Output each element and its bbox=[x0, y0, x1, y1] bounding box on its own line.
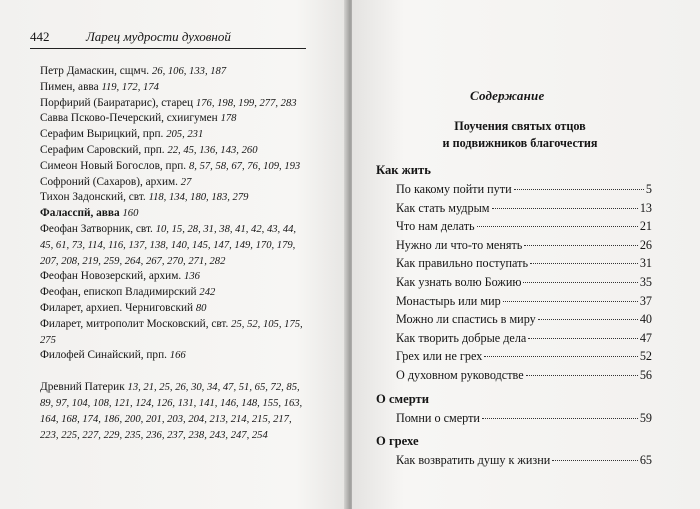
toc-entry-page: 13 bbox=[639, 200, 652, 215]
toc-subtitle-line1: Поучения святых отцов bbox=[454, 119, 586, 133]
page-number: 442 bbox=[30, 29, 50, 44]
index-entry-pages: 136 bbox=[184, 271, 200, 283]
index-entry-pages: 205, 231 bbox=[166, 129, 204, 141]
index-entry bbox=[40, 206, 310, 222]
index-entry-pages: 160 bbox=[122, 208, 139, 220]
index-entry bbox=[40, 127, 310, 143]
toc-entry-label: Нужно ли что-то менять bbox=[396, 237, 523, 252]
toc-entry-label: Монастырь или мир bbox=[396, 293, 501, 308]
toc-entry-page: 37 bbox=[639, 293, 652, 308]
index-entry-name: Серафим Саровский, прп. bbox=[40, 143, 165, 156]
index-entry bbox=[40, 269, 310, 285]
toc-section-heading: О грехе bbox=[376, 434, 419, 449]
toc-entry-page: 5 bbox=[645, 182, 652, 196]
index-entry-name: Филарет, митрополит Московский, свт. bbox=[40, 317, 229, 330]
index-entry-name: Порфирий (Баиратарис), старец bbox=[40, 96, 194, 109]
toc-section-heading: Как жить bbox=[376, 163, 431, 177]
toc-dot-leader bbox=[484, 356, 637, 357]
index-entry-name: Фаласспй, авва bbox=[40, 207, 120, 220]
toc-entry-page: 65 bbox=[639, 453, 652, 468]
index-entry bbox=[40, 143, 310, 159]
toc-dot-leader bbox=[528, 338, 637, 339]
toc-entry bbox=[376, 199, 652, 218]
index-entry bbox=[40, 285, 310, 301]
toc-dot-leader bbox=[492, 208, 638, 209]
toc-entry-page: 40 bbox=[639, 312, 652, 327]
index-entry bbox=[40, 111, 310, 127]
index-entry-name: Пимен, авва bbox=[40, 80, 99, 93]
index-entry bbox=[40, 301, 310, 317]
toc-entry-page: 31 bbox=[639, 256, 652, 271]
toc-entry-label: Как творить добрые дела bbox=[396, 330, 527, 345]
index-entry-name: Феофан, епископ Владимирский bbox=[40, 286, 197, 299]
toc-entry-label: Как узнать волю Божию bbox=[396, 274, 522, 289]
index-entry bbox=[40, 64, 310, 80]
toc-entry-label: Как правильно поступать bbox=[396, 256, 529, 271]
toc-entry-label: По какому пойти пути bbox=[396, 182, 512, 196]
toc-entry-page: 21 bbox=[639, 219, 652, 234]
toc-dot-leader bbox=[477, 226, 638, 227]
index-entry-name: Савва Псково-Печерский, схиигумен bbox=[40, 112, 218, 125]
toc-entry-page: 52 bbox=[639, 349, 652, 364]
index-entry bbox=[40, 96, 310, 112]
toc-entry bbox=[376, 366, 652, 385]
index-entry-pages: 176, 198, 199, 277, 283 bbox=[195, 97, 297, 109]
toc-dot-leader bbox=[552, 460, 638, 461]
index-entry-pages: 80 bbox=[195, 302, 207, 314]
index-entry-name: Тихон Задонский, свт. bbox=[40, 191, 146, 204]
index-entry-pages: 242 bbox=[199, 287, 216, 299]
toc-subtitle-line2: и подвижников благочестия bbox=[442, 136, 598, 150]
index-entry-pages: 27 bbox=[180, 176, 192, 188]
index-entry bbox=[40, 159, 310, 175]
toc-entry bbox=[376, 292, 652, 311]
toc-dot-leader bbox=[530, 263, 638, 264]
toc-entry-label: О духовном руководстве bbox=[396, 367, 524, 382]
name-index bbox=[40, 64, 310, 443]
toc-dot-leader bbox=[514, 189, 644, 190]
toc-dot-leader bbox=[524, 245, 637, 246]
toc-entry-page: 26 bbox=[639, 237, 652, 252]
index-entry bbox=[40, 317, 310, 349]
toc-entry bbox=[376, 180, 652, 199]
index-entry-pages: 26, 106, 133, 187 bbox=[151, 66, 227, 77]
toc-entry-page: 35 bbox=[639, 274, 652, 289]
index-entry bbox=[40, 348, 310, 364]
index-entry-paterikon bbox=[40, 380, 310, 443]
toc-entry-label: Помни о смерти bbox=[396, 410, 480, 425]
toc-entry bbox=[376, 273, 652, 292]
toc-dot-leader bbox=[503, 301, 638, 302]
toc-dot-leader bbox=[482, 418, 638, 419]
toc-entry-label: Как возвратить душу к жизни bbox=[396, 453, 551, 468]
index-entry-pages: 118, 134, 180, 183, 279 bbox=[148, 192, 249, 204]
table-of-contents bbox=[376, 160, 652, 470]
toc-dot-leader bbox=[523, 282, 637, 283]
toc-entry bbox=[376, 217, 652, 236]
toc-entry-page: 47 bbox=[639, 330, 652, 345]
toc-entry bbox=[376, 310, 652, 329]
index-entry-pages: 166 bbox=[169, 350, 186, 362]
toc-dot-leader bbox=[538, 319, 638, 320]
index-entry-name: Софроний (Сахаров), архим. bbox=[40, 175, 178, 188]
toc-entry bbox=[376, 254, 652, 273]
index-entry-name: Древний Патерик bbox=[40, 381, 125, 394]
index-entry-name: Феофан Затворник, свт. bbox=[40, 222, 153, 235]
index-entry-name: Серафим Вырицкий, прп. bbox=[40, 128, 164, 141]
toc-entry bbox=[376, 409, 652, 428]
toc-entry-label: Грех или не грех bbox=[396, 349, 483, 364]
index-entry-pages: 13, 21, 25, 26, 30, 34, 47, 51, 65, 72, 85, 89, 97, 104, 108, 121, 124, 126, 131, 141, 146, 148, 155, 163, 164, 168, 174, 186, 200, 201, 203, 204, 213, 214, 215, 217, 223, 225, 227, 229, 235, 236, 237, 238, 243, 247, 254 bbox=[40, 382, 303, 441]
index-entry-pages: 178 bbox=[220, 113, 237, 125]
index-entry bbox=[40, 175, 310, 191]
toc-entry-label: Как стать мудрым bbox=[396, 200, 490, 215]
toc-dot-leader bbox=[526, 375, 638, 376]
index-entry-name: Феофан Новозерский, архим. bbox=[40, 270, 182, 283]
index-entry-pages: 10, 15, 28, 31, 38, 41, 42, 43, 44, 45, 61, 73, 114, 116, 137, 138, 140, 145, 147, 149, 170, 179, 207, 208, 219, 259, 264, 267, 270, 271, 282 bbox=[40, 223, 297, 267]
toc-entry-page: 56 bbox=[639, 367, 652, 382]
index-entry-name: Петр Дамаскин, сщмч. bbox=[40, 65, 150, 77]
toc-entry bbox=[376, 347, 652, 366]
running-head bbox=[30, 26, 306, 49]
toc-section-heading: О смерти bbox=[376, 391, 429, 406]
toc-entry-page: 59 bbox=[639, 410, 652, 425]
toc-entry bbox=[376, 236, 652, 255]
index-entry-name: Филофей Синайский, прп. bbox=[40, 349, 167, 362]
index-entry-name: Симеон Новый Богослов, прп. bbox=[40, 159, 187, 172]
index-entry-pages: 22, 45, 136, 143, 260 bbox=[167, 144, 258, 156]
index-entry-pages: 8, 57, 58, 67, 76, 109, 193 bbox=[188, 160, 301, 172]
toc-entry-label: Что нам делать bbox=[396, 219, 475, 234]
toc-entry bbox=[376, 329, 652, 348]
index-entry-pages: 25, 52, 105, 175, 275 bbox=[40, 318, 303, 346]
index-entry-pages: 119, 172, 174 bbox=[101, 81, 159, 93]
running-title: Ларец мудрости духовной bbox=[86, 29, 231, 44]
index-entry bbox=[40, 190, 310, 206]
left-page bbox=[0, 0, 348, 509]
index-entry bbox=[40, 80, 310, 96]
index-entry bbox=[40, 222, 310, 269]
toc-entry bbox=[376, 451, 652, 470]
toc-entry-label: Можно ли спастись в миру bbox=[396, 312, 536, 327]
toc-subtitle bbox=[400, 118, 640, 152]
toc-title: Содержание bbox=[470, 88, 545, 103]
index-entry-name: Филарет, архиеп. Черниговский bbox=[40, 301, 194, 314]
